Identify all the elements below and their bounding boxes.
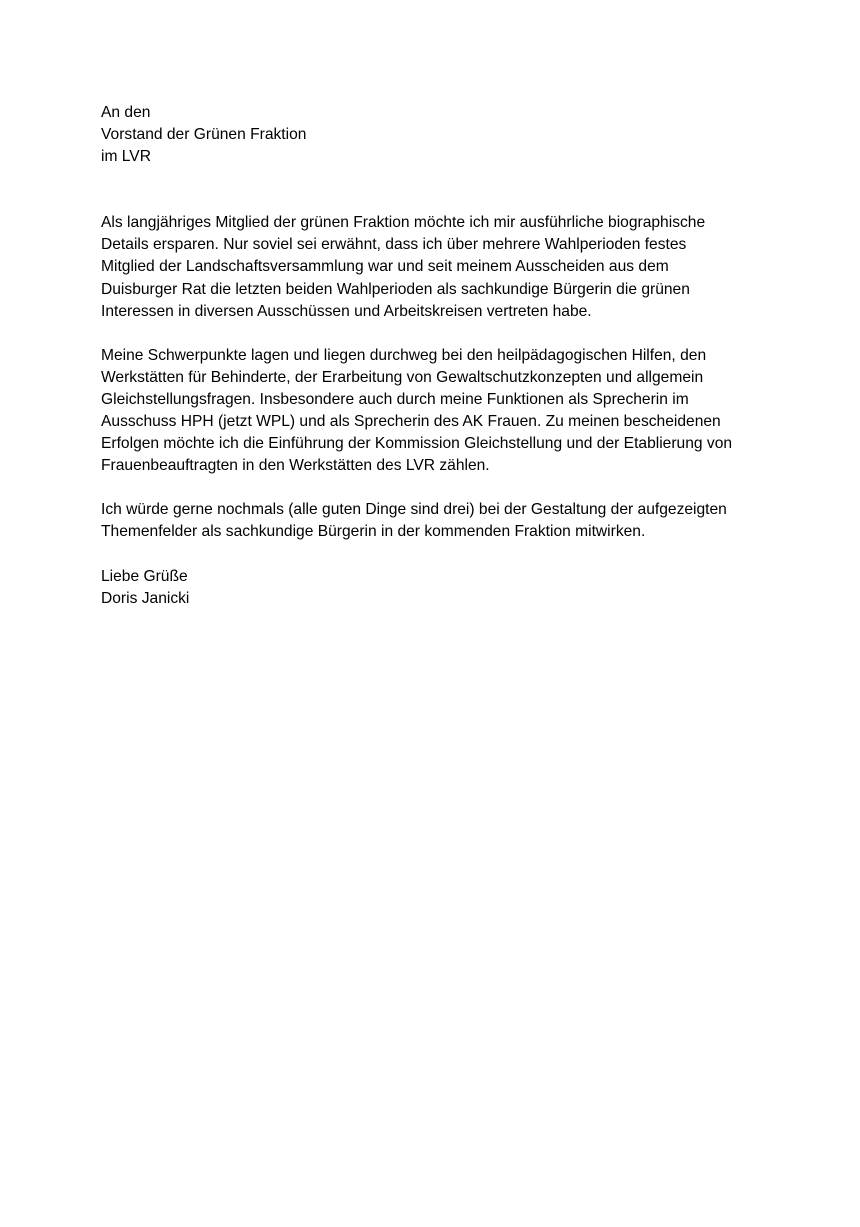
signature-name: Doris Janicki [101, 589, 190, 607]
paragraph-line: Werkstätten für Behinderte, der Erarbeitung von Gewaltschutzkonzepten und allgemein [101, 368, 704, 386]
letter-body [101, 102, 771, 610]
closing-greeting: Liebe Grüße [101, 567, 188, 585]
recipient-address [101, 102, 771, 168]
paragraph-line: Ausschuss HPH (jetzt WPL) und als Sprecherin des AK Frauen. Zu meinen bescheidenen [101, 413, 721, 431]
paragraph-line: Details ersparen. Nur soviel sei erwähnt, dass ich über mehrere Wahlperioden festes [101, 236, 687, 254]
paragraph-line: Gleichstellungsfragen. Insbesondere auch durch meine Funktionen als Sprecherin im [101, 390, 689, 408]
paragraph-line: Frauenbeauftragten in den Werkstätten des LVR zählen. [101, 457, 490, 475]
address-line: An den [101, 104, 151, 121]
paragraph-line: Als langjähriges Mitglied der grünen Fraktion möchte ich mir ausführliche biographische [101, 214, 706, 232]
paragraph-introduction [101, 212, 771, 322]
paragraph-focus-areas [101, 345, 771, 478]
paragraph-line: Ich würde gerne nochmals (alle guten Dinge sind drei) bei der Gestaltung der aufgezeigten [101, 501, 727, 519]
paragraph-line: Mitglied der Landschaftsversammlung war und seit meinem Ausscheiden aus dem [101, 258, 669, 276]
paragraph-line: Meine Schwerpunkte lagen und liegen durchweg bei den heilpädagogischen Hilfen, den [101, 346, 707, 364]
paragraph-request [101, 499, 771, 543]
closing [101, 566, 771, 610]
address-line: im LVR [101, 148, 151, 166]
paragraph-line: Themenfelder als sachkundige Bürgerin in der kommenden Fraktion mitwirken. [101, 523, 646, 541]
address-line: Vorstand der Grünen Fraktion [101, 126, 307, 144]
paragraph-line: Erfolgen möchte ich die Einführung der Kommission Gleichstellung und der Etablierung von [101, 435, 733, 453]
paragraph-line: Interessen in diversen Ausschüssen und Arbeitskreisen vertreten habe. [101, 302, 592, 320]
paragraph-line: Duisburger Rat die letzten beiden Wahlperioden als sachkundige Bürgerin die grünen [101, 280, 690, 298]
